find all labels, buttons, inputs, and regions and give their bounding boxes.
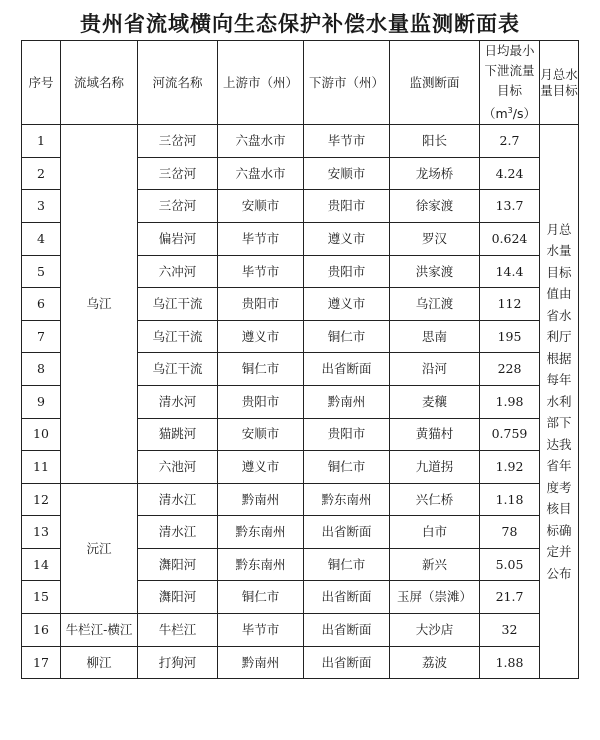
upstream-cell: 六盘水市: [218, 157, 304, 190]
basin-cell: 柳江: [61, 646, 138, 679]
site-cell: 龙场桥: [390, 157, 480, 190]
flow-cell: 4.24: [480, 157, 540, 190]
river-cell: 乌江干流: [138, 353, 218, 386]
seq-cell: 11: [22, 451, 61, 484]
flow-cell: 21.7: [480, 581, 540, 614]
header-basin: 流域名称: [61, 41, 138, 125]
seq-cell: 14: [22, 548, 61, 581]
flow-cell: 5.05: [480, 548, 540, 581]
seq-cell: 5: [22, 255, 61, 288]
seq-cell: 13: [22, 516, 61, 549]
upstream-cell: 铜仁市: [218, 581, 304, 614]
site-cell: 九道拐: [390, 451, 480, 484]
seq-cell: 10: [22, 418, 61, 451]
river-cell: 乌江干流: [138, 320, 218, 353]
flow-cell: 2.7: [480, 125, 540, 158]
site-cell: 乌江渡: [390, 288, 480, 321]
site-cell: 大沙店: [390, 614, 480, 647]
document-title: 贵州省流域横向生态保护补偿水量监测断面表: [80, 12, 520, 36]
river-cell: 清水江: [138, 483, 218, 516]
upstream-cell: 毕节市: [218, 614, 304, 647]
upstream-cell: 贵阳市: [218, 385, 304, 418]
table-row: [22, 483, 579, 516]
downstream-cell: 贵阳市: [304, 418, 390, 451]
downstream-cell: 贵阳市: [304, 190, 390, 223]
flow-cell: 14.4: [480, 255, 540, 288]
seq-cell: 17: [22, 646, 61, 679]
upstream-cell: 铜仁市: [218, 353, 304, 386]
seq-cell: 15: [22, 581, 61, 614]
river-cell: 偏岩河: [138, 222, 218, 255]
seq-cell: 6: [22, 288, 61, 321]
flow-cell: 195: [480, 320, 540, 353]
river-cell: 清水江: [138, 516, 218, 549]
downstream-cell: 黔南州: [304, 385, 390, 418]
river-cell: 㵲阳河: [138, 581, 218, 614]
upstream-cell: 遵义市: [218, 451, 304, 484]
river-cell: 清水河: [138, 385, 218, 418]
river-cell: 六池河: [138, 451, 218, 484]
downstream-cell: 毕节市: [304, 125, 390, 158]
river-cell: 牛栏江: [138, 614, 218, 647]
site-cell: 荔波: [390, 646, 480, 679]
seq-cell: 7: [22, 320, 61, 353]
header-flow-text: 日均最小下泄流量目标（m: [482, 43, 535, 122]
table-body: [22, 125, 579, 679]
downstream-cell: 出省断面: [304, 646, 390, 679]
downstream-cell: 出省断面: [304, 353, 390, 386]
downstream-cell: 铜仁市: [304, 548, 390, 581]
header-river: 河流名称: [138, 41, 218, 125]
flow-cell: 228: [480, 353, 540, 386]
seq-cell: 3: [22, 190, 61, 223]
river-cell: 三岔河: [138, 125, 218, 158]
site-cell: 徐家渡: [390, 190, 480, 223]
flow-cell: 0.759: [480, 418, 540, 451]
table-row: [22, 125, 579, 158]
upstream-cell: 黔东南州: [218, 548, 304, 581]
header-downstream: 下游市（州）: [304, 41, 390, 125]
seq-cell: 1: [22, 125, 61, 158]
upstream-cell: 黔南州: [218, 646, 304, 679]
site-cell: 麦穰: [390, 385, 480, 418]
river-cell: 三岔河: [138, 190, 218, 223]
downstream-cell: 铜仁市: [304, 320, 390, 353]
downstream-cell: 铜仁市: [304, 451, 390, 484]
flow-cell: 0.624: [480, 222, 540, 255]
flow-cell: 32: [480, 614, 540, 647]
downstream-cell: 黔东南州: [304, 483, 390, 516]
upstream-cell: 黔东南州: [218, 516, 304, 549]
header-flow-sup: 3: [507, 106, 513, 115]
upstream-cell: 贵阳市: [218, 288, 304, 321]
upstream-cell: 安顺市: [218, 418, 304, 451]
river-cell: 乌江干流: [138, 288, 218, 321]
basin-cell: 沅江: [61, 483, 138, 613]
downstream-cell: 贵阳市: [304, 255, 390, 288]
table-row: [22, 646, 579, 679]
flow-cell: 1.88: [480, 646, 540, 679]
flow-cell: 1.18: [480, 483, 540, 516]
downstream-cell: 遵义市: [304, 288, 390, 321]
seq-cell: 2: [22, 157, 61, 190]
upstream-cell: 黔南州: [218, 483, 304, 516]
seq-cell: 9: [22, 385, 61, 418]
river-cell: 猫跳河: [138, 418, 218, 451]
site-cell: 罗汉: [390, 222, 480, 255]
flow-cell: 78: [480, 516, 540, 549]
site-cell: 沿河: [390, 353, 480, 386]
upstream-cell: 毕节市: [218, 222, 304, 255]
site-cell: 黄猫村: [390, 418, 480, 451]
header-flow-target: [480, 41, 540, 125]
river-cell: 六冲河: [138, 255, 218, 288]
header-seq: 序号: [22, 41, 61, 125]
flow-cell: 1.92: [480, 451, 540, 484]
flow-cell: 112: [480, 288, 540, 321]
seq-cell: 4: [22, 222, 61, 255]
river-cell: 三岔河: [138, 157, 218, 190]
header-site: 监测断面: [390, 41, 480, 125]
site-cell: 洪家渡: [390, 255, 480, 288]
downstream-cell: 出省断面: [304, 516, 390, 549]
header-row: [22, 41, 579, 125]
header-upstream: 上游市（州）: [218, 41, 304, 125]
flow-cell: 1.98: [480, 385, 540, 418]
flow-cell: 13.7: [480, 190, 540, 223]
monthly-target-note-cell: [540, 125, 579, 679]
seq-cell: 16: [22, 614, 61, 647]
downstream-cell: 出省断面: [304, 614, 390, 647]
site-cell: 思南: [390, 320, 480, 353]
upstream-cell: 毕节市: [218, 255, 304, 288]
table-row: [22, 614, 579, 647]
river-cell: 㵲阳河: [138, 548, 218, 581]
seq-cell: 12: [22, 483, 61, 516]
basin-cell: 牛栏江-横江: [61, 614, 138, 647]
downstream-cell: 安顺市: [304, 157, 390, 190]
header-flow-tail: /s）: [512, 106, 536, 122]
site-cell: 兴仁桥: [390, 483, 480, 516]
header-monthly-target: 月总水量目标: [540, 41, 579, 125]
upstream-cell: 安顺市: [218, 190, 304, 223]
site-cell: 新兴: [390, 548, 480, 581]
site-cell: 白市: [390, 516, 480, 549]
basin-cell: 乌江: [61, 125, 138, 484]
monitoring-table: [21, 40, 579, 679]
upstream-cell: 遵义市: [218, 320, 304, 353]
site-cell: 阳长: [390, 125, 480, 158]
downstream-cell: 出省断面: [304, 581, 390, 614]
seq-cell: 8: [22, 353, 61, 386]
site-cell: 玉屏（崇滩）: [390, 581, 480, 614]
upstream-cell: 六盘水市: [218, 125, 304, 158]
downstream-cell: 遵义市: [304, 222, 390, 255]
monthly-target-note: 月总水量目标值由省水利厅根据每年水利部下达我省年度考核目标确定并公布: [546, 221, 572, 581]
river-cell: 打狗河: [138, 646, 218, 679]
